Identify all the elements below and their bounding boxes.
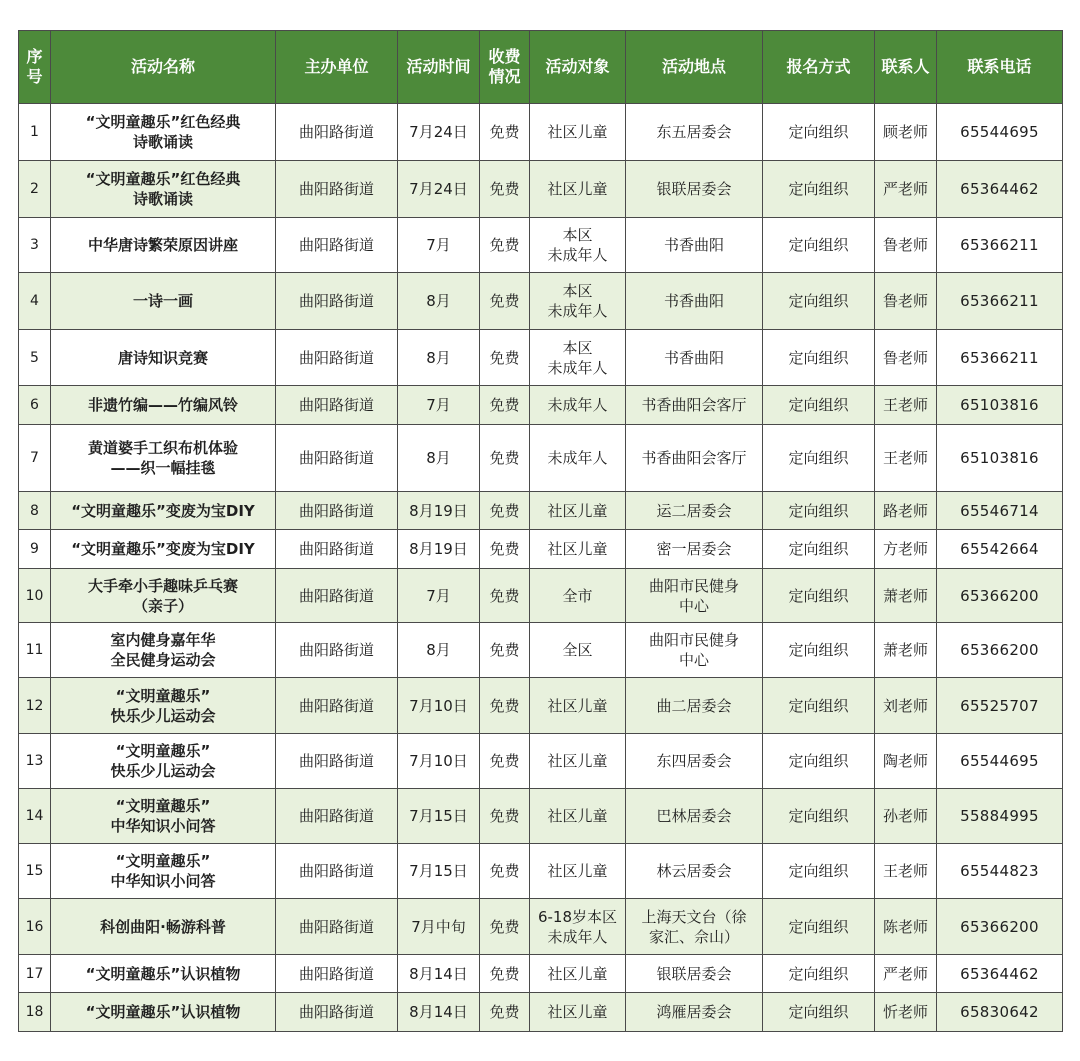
cell-fee: 免费 bbox=[480, 104, 530, 161]
cell-activity-name: “文明童趣乐” 快乐少儿运动会 bbox=[51, 734, 276, 789]
cell-no: 8 bbox=[19, 492, 51, 530]
header-no: 序 号 bbox=[19, 31, 51, 104]
cell-target: 社区儿童 bbox=[530, 789, 626, 844]
cell-place: 书香曲阳 bbox=[626, 330, 763, 386]
cell-phone: 65525707 bbox=[937, 678, 1063, 734]
cell-organizer: 曲阳路街道 bbox=[276, 161, 398, 218]
cell-contact: 路老师 bbox=[875, 492, 937, 530]
cell-signup: 定向组织 bbox=[763, 273, 875, 330]
cell-phone: 65366211 bbox=[937, 330, 1063, 386]
cell-organizer: 曲阳路街道 bbox=[276, 104, 398, 161]
cell-fee: 免费 bbox=[480, 425, 530, 492]
cell-organizer: 曲阳路街道 bbox=[276, 993, 398, 1032]
cell-contact: 陶老师 bbox=[875, 734, 937, 789]
cell-contact: 萧老师 bbox=[875, 623, 937, 678]
cell-time: 8月 bbox=[398, 425, 480, 492]
cell-time: 7月 bbox=[398, 569, 480, 623]
cell-target: 本区 未成年人 bbox=[530, 330, 626, 386]
table-row bbox=[19, 844, 1063, 899]
cell-fee: 免费 bbox=[480, 386, 530, 425]
cell-time: 8月 bbox=[398, 330, 480, 386]
cell-activity-name: “文明童趣乐”认识植物 bbox=[51, 955, 276, 993]
cell-place: 运二居委会 bbox=[626, 492, 763, 530]
cell-organizer: 曲阳路街道 bbox=[276, 330, 398, 386]
cell-activity-name: “文明童趣乐”红色经典 诗歌诵读 bbox=[51, 104, 276, 161]
cell-place: 书香曲阳 bbox=[626, 218, 763, 273]
cell-signup: 定向组织 bbox=[763, 734, 875, 789]
cell-time: 8月14日 bbox=[398, 955, 480, 993]
cell-target: 社区儿童 bbox=[530, 104, 626, 161]
cell-phone: 65544823 bbox=[937, 844, 1063, 899]
cell-target: 6-18岁本区 未成年人 bbox=[530, 899, 626, 955]
cell-organizer: 曲阳路街道 bbox=[276, 569, 398, 623]
cell-time: 8月 bbox=[398, 623, 480, 678]
cell-no: 6 bbox=[19, 386, 51, 425]
cell-organizer: 曲阳路街道 bbox=[276, 386, 398, 425]
cell-target: 社区儿童 bbox=[530, 530, 626, 569]
cell-target: 全区 bbox=[530, 623, 626, 678]
cell-time: 8月19日 bbox=[398, 530, 480, 569]
cell-place: 密一居委会 bbox=[626, 530, 763, 569]
cell-no: 11 bbox=[19, 623, 51, 678]
cell-phone: 65103816 bbox=[937, 425, 1063, 492]
cell-time: 8月19日 bbox=[398, 492, 480, 530]
cell-target: 社区儿童 bbox=[530, 844, 626, 899]
cell-phone: 65542664 bbox=[937, 530, 1063, 569]
cell-signup: 定向组织 bbox=[763, 993, 875, 1032]
cell-activity-name: “文明童趣乐”红色经典 诗歌诵读 bbox=[51, 161, 276, 218]
header-phone: 联系电话 bbox=[937, 31, 1063, 104]
header-row bbox=[19, 31, 1063, 104]
table-row bbox=[19, 273, 1063, 330]
cell-activity-name: 科创曲阳·畅游科普 bbox=[51, 899, 276, 955]
cell-fee: 免费 bbox=[480, 678, 530, 734]
cell-activity-name: “文明童趣乐” 中华知识小问答 bbox=[51, 844, 276, 899]
cell-contact: 鲁老师 bbox=[875, 330, 937, 386]
cell-organizer: 曲阳路街道 bbox=[276, 492, 398, 530]
table-row bbox=[19, 104, 1063, 161]
cell-signup: 定向组织 bbox=[763, 330, 875, 386]
cell-target: 未成年人 bbox=[530, 386, 626, 425]
cell-contact: 萧老师 bbox=[875, 569, 937, 623]
cell-contact: 陈老师 bbox=[875, 899, 937, 955]
cell-phone: 65544695 bbox=[937, 104, 1063, 161]
table-row bbox=[19, 734, 1063, 789]
cell-no: 4 bbox=[19, 273, 51, 330]
cell-no: 7 bbox=[19, 425, 51, 492]
cell-phone: 65544695 bbox=[937, 734, 1063, 789]
table-row bbox=[19, 623, 1063, 678]
table-row bbox=[19, 993, 1063, 1032]
table-row bbox=[19, 899, 1063, 955]
cell-place: 曲二居委会 bbox=[626, 678, 763, 734]
cell-time: 8月 bbox=[398, 273, 480, 330]
cell-target: 全市 bbox=[530, 569, 626, 623]
cell-target: 未成年人 bbox=[530, 425, 626, 492]
cell-signup: 定向组织 bbox=[763, 492, 875, 530]
cell-fee: 免费 bbox=[480, 789, 530, 844]
cell-target: 社区儿童 bbox=[530, 734, 626, 789]
cell-signup: 定向组织 bbox=[763, 569, 875, 623]
cell-fee: 免费 bbox=[480, 734, 530, 789]
cell-contact: 方老师 bbox=[875, 530, 937, 569]
cell-signup: 定向组织 bbox=[763, 623, 875, 678]
cell-phone: 65366200 bbox=[937, 899, 1063, 955]
cell-activity-name: “文明童趣乐”认识植物 bbox=[51, 993, 276, 1032]
cell-contact: 王老师 bbox=[875, 844, 937, 899]
cell-phone: 65830642 bbox=[937, 993, 1063, 1032]
cell-time: 8月14日 bbox=[398, 993, 480, 1032]
table-row bbox=[19, 955, 1063, 993]
cell-phone: 55884995 bbox=[937, 789, 1063, 844]
cell-fee: 免费 bbox=[480, 530, 530, 569]
cell-target: 本区 未成年人 bbox=[530, 273, 626, 330]
cell-signup: 定向组织 bbox=[763, 955, 875, 993]
cell-fee: 免费 bbox=[480, 273, 530, 330]
cell-signup: 定向组织 bbox=[763, 161, 875, 218]
table-row bbox=[19, 218, 1063, 273]
cell-signup: 定向组织 bbox=[763, 789, 875, 844]
cell-fee: 免费 bbox=[480, 844, 530, 899]
cell-time: 7月15日 bbox=[398, 789, 480, 844]
cell-place: 上海天文台（徐 家汇、佘山） bbox=[626, 899, 763, 955]
cell-activity-name: 室内健身嘉年华 全民健身运动会 bbox=[51, 623, 276, 678]
table-row bbox=[19, 789, 1063, 844]
cell-time: 7月24日 bbox=[398, 104, 480, 161]
cell-organizer: 曲阳路街道 bbox=[276, 844, 398, 899]
cell-phone: 65366200 bbox=[937, 623, 1063, 678]
cell-activity-name: “文明童趣乐” 中华知识小问答 bbox=[51, 789, 276, 844]
cell-no: 3 bbox=[19, 218, 51, 273]
cell-phone: 65364462 bbox=[937, 955, 1063, 993]
header-time: 活动时间 bbox=[398, 31, 480, 104]
cell-signup: 定向组织 bbox=[763, 386, 875, 425]
header-contact: 联系人 bbox=[875, 31, 937, 104]
cell-contact: 王老师 bbox=[875, 425, 937, 492]
cell-activity-name: 大手牵小手趣味乒乓赛 （亲子） bbox=[51, 569, 276, 623]
cell-no: 18 bbox=[19, 993, 51, 1032]
cell-time: 7月10日 bbox=[398, 734, 480, 789]
cell-place: 银联居委会 bbox=[626, 955, 763, 993]
cell-target: 社区儿童 bbox=[530, 993, 626, 1032]
header-target: 活动对象 bbox=[530, 31, 626, 104]
cell-place: 曲阳市民健身 中心 bbox=[626, 569, 763, 623]
cell-organizer: 曲阳路街道 bbox=[276, 955, 398, 993]
cell-organizer: 曲阳路街道 bbox=[276, 789, 398, 844]
cell-organizer: 曲阳路街道 bbox=[276, 273, 398, 330]
cell-place: 书香曲阳会客厅 bbox=[626, 425, 763, 492]
cell-activity-name: “文明童趣乐”变废为宝DIY bbox=[51, 530, 276, 569]
cell-signup: 定向组织 bbox=[763, 425, 875, 492]
cell-contact: 严老师 bbox=[875, 955, 937, 993]
cell-time: 7月中旬 bbox=[398, 899, 480, 955]
activity-table bbox=[18, 30, 1063, 1032]
cell-place: 巴林居委会 bbox=[626, 789, 763, 844]
cell-phone: 65364462 bbox=[937, 161, 1063, 218]
cell-activity-name: “文明童趣乐”变废为宝DIY bbox=[51, 492, 276, 530]
table-row bbox=[19, 530, 1063, 569]
header-fee: 收费 情况 bbox=[480, 31, 530, 104]
cell-no: 16 bbox=[19, 899, 51, 955]
cell-phone: 65366211 bbox=[937, 273, 1063, 330]
table-row bbox=[19, 569, 1063, 623]
cell-signup: 定向组织 bbox=[763, 844, 875, 899]
cell-time: 7月10日 bbox=[398, 678, 480, 734]
cell-target: 社区儿童 bbox=[530, 492, 626, 530]
cell-time: 7月15日 bbox=[398, 844, 480, 899]
cell-no: 14 bbox=[19, 789, 51, 844]
cell-no: 10 bbox=[19, 569, 51, 623]
table-row bbox=[19, 330, 1063, 386]
cell-fee: 免费 bbox=[480, 899, 530, 955]
cell-place: 书香曲阳 bbox=[626, 273, 763, 330]
table-row bbox=[19, 678, 1063, 734]
table-row bbox=[19, 386, 1063, 425]
cell-phone: 65546714 bbox=[937, 492, 1063, 530]
cell-place: 东四居委会 bbox=[626, 734, 763, 789]
cell-activity-name: 一诗一画 bbox=[51, 273, 276, 330]
cell-fee: 免费 bbox=[480, 161, 530, 218]
cell-place: 林云居委会 bbox=[626, 844, 763, 899]
cell-place: 鸿雁居委会 bbox=[626, 993, 763, 1032]
cell-organizer: 曲阳路街道 bbox=[276, 218, 398, 273]
cell-organizer: 曲阳路街道 bbox=[276, 425, 398, 492]
cell-no: 1 bbox=[19, 104, 51, 161]
cell-no: 9 bbox=[19, 530, 51, 569]
cell-phone: 65366200 bbox=[937, 569, 1063, 623]
cell-signup: 定向组织 bbox=[763, 104, 875, 161]
cell-no: 13 bbox=[19, 734, 51, 789]
cell-signup: 定向组织 bbox=[763, 530, 875, 569]
cell-fee: 免费 bbox=[480, 955, 530, 993]
cell-target: 社区儿童 bbox=[530, 678, 626, 734]
cell-contact: 孙老师 bbox=[875, 789, 937, 844]
cell-phone: 65366211 bbox=[937, 218, 1063, 273]
table-row bbox=[19, 492, 1063, 530]
cell-organizer: 曲阳路街道 bbox=[276, 530, 398, 569]
cell-contact: 刘老师 bbox=[875, 678, 937, 734]
cell-organizer: 曲阳路街道 bbox=[276, 899, 398, 955]
cell-signup: 定向组织 bbox=[763, 218, 875, 273]
cell-fee: 免费 bbox=[480, 623, 530, 678]
cell-activity-name: 黄道婆手工织布机体验 ——织一幅挂毯 bbox=[51, 425, 276, 492]
cell-fee: 免费 bbox=[480, 330, 530, 386]
cell-contact: 鲁老师 bbox=[875, 218, 937, 273]
cell-target: 社区儿童 bbox=[530, 955, 626, 993]
cell-fee: 免费 bbox=[480, 218, 530, 273]
cell-contact: 忻老师 bbox=[875, 993, 937, 1032]
cell-contact: 鲁老师 bbox=[875, 273, 937, 330]
cell-fee: 免费 bbox=[480, 993, 530, 1032]
cell-organizer: 曲阳路街道 bbox=[276, 623, 398, 678]
cell-contact: 顾老师 bbox=[875, 104, 937, 161]
cell-no: 17 bbox=[19, 955, 51, 993]
cell-organizer: 曲阳路街道 bbox=[276, 734, 398, 789]
cell-no: 12 bbox=[19, 678, 51, 734]
cell-place: 书香曲阳会客厅 bbox=[626, 386, 763, 425]
cell-no: 15 bbox=[19, 844, 51, 899]
cell-place: 银联居委会 bbox=[626, 161, 763, 218]
cell-place: 东五居委会 bbox=[626, 104, 763, 161]
header-name: 活动名称 bbox=[51, 31, 276, 104]
table-body bbox=[19, 104, 1063, 1032]
header-org: 主办单位 bbox=[276, 31, 398, 104]
cell-signup: 定向组织 bbox=[763, 899, 875, 955]
cell-fee: 免费 bbox=[480, 569, 530, 623]
cell-no: 2 bbox=[19, 161, 51, 218]
cell-fee: 免费 bbox=[480, 492, 530, 530]
cell-activity-name: 中华唐诗繁荣原因讲座 bbox=[51, 218, 276, 273]
cell-contact: 严老师 bbox=[875, 161, 937, 218]
cell-contact: 王老师 bbox=[875, 386, 937, 425]
cell-activity-name: 唐诗知识竞赛 bbox=[51, 330, 276, 386]
cell-time: 7月 bbox=[398, 218, 480, 273]
cell-target: 社区儿童 bbox=[530, 161, 626, 218]
cell-time: 7月24日 bbox=[398, 161, 480, 218]
table-row bbox=[19, 161, 1063, 218]
header-place: 活动地点 bbox=[626, 31, 763, 104]
cell-activity-name: “文明童趣乐” 快乐少儿运动会 bbox=[51, 678, 276, 734]
cell-target: 本区 未成年人 bbox=[530, 218, 626, 273]
cell-phone: 65103816 bbox=[937, 386, 1063, 425]
cell-place: 曲阳市民健身 中心 bbox=[626, 623, 763, 678]
cell-time: 7月 bbox=[398, 386, 480, 425]
cell-signup: 定向组织 bbox=[763, 678, 875, 734]
cell-no: 5 bbox=[19, 330, 51, 386]
header-signup: 报名方式 bbox=[763, 31, 875, 104]
cell-activity-name: 非遗竹编——竹编风铃 bbox=[51, 386, 276, 425]
cell-organizer: 曲阳路街道 bbox=[276, 678, 398, 734]
table-row bbox=[19, 425, 1063, 492]
